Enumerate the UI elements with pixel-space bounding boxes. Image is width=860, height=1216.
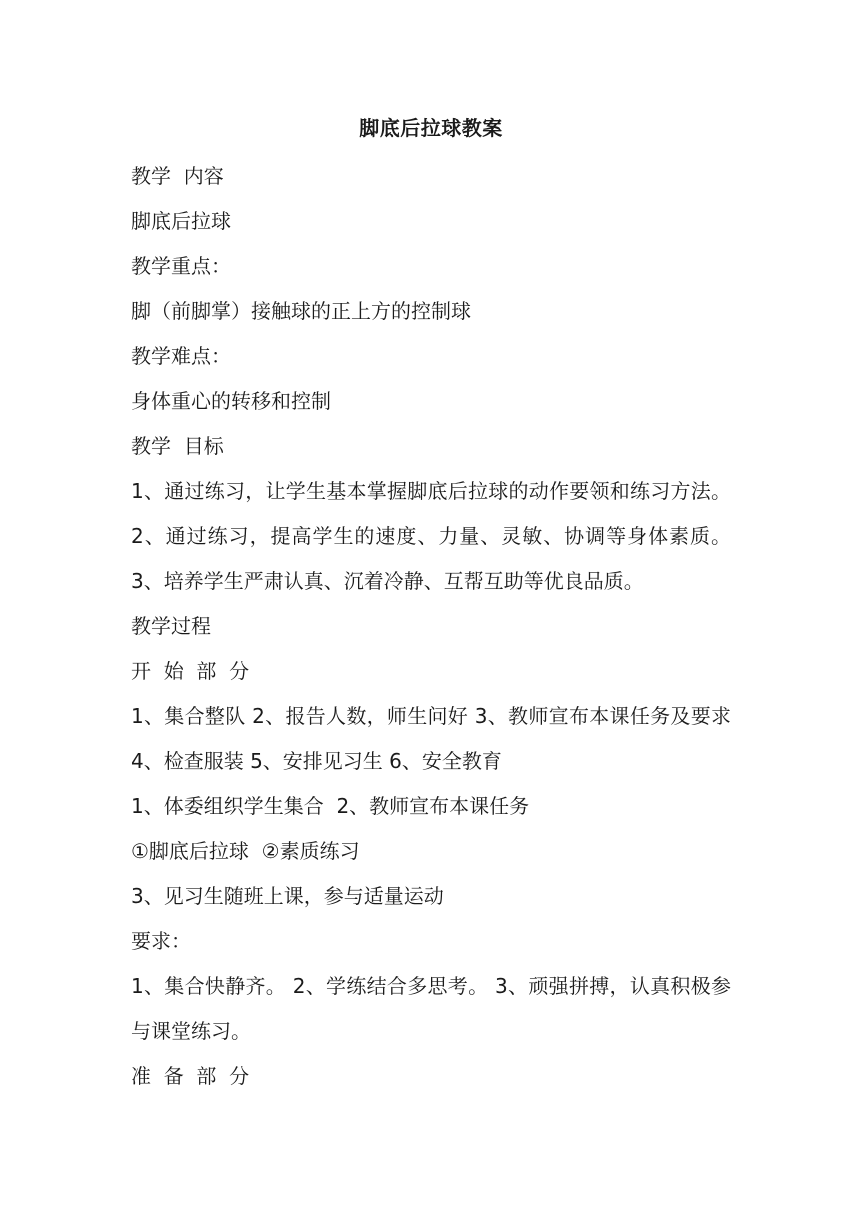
text-teaching-content: 脚底后拉球 [131,209,231,233]
heading-prep-section: 准 备 部 分 [131,1064,250,1088]
document-title: 脚底后拉球教案 [359,116,503,140]
text-observers: 3、见习生随班上课，参与适量运动 [131,884,444,908]
heading-process: 教学过程 [131,614,211,638]
heading-requirements: 要求： [131,929,191,953]
text-tasks: ①脚底后拉球 ②素质练习 [131,839,360,863]
heading-objectives: 教学 目标 [131,434,224,458]
text-start-steps: 1、集合整队 2、报告人数，师生问好 3、教师宣布本课任务及要求 4、检查服装 5、安排见习生 6、安全教育 [131,704,731,773]
heading-teaching-content: 教学 内容 [131,164,224,188]
heading-start-section: 开 始 部 分 [131,659,250,683]
heading-key-points: 教学重点： [131,254,231,278]
text-objectives: 1、通过练习，让学生基本掌握脚底后拉球的动作要领和练习方法。 2、通过练习，提高学生的速度、力量、灵敏、协调等身体素质。 3、培养学生严肃认真、沉着冷静、互帮互助等优良品质。 [131,479,731,593]
text-difficulties: 身体重心的转移和控制 [131,389,331,413]
text-key-points: 脚（前脚掌）接触球的正上方的控制球 [131,299,471,323]
text-assembly: 1、体委组织学生集合 2、教师宣布本课任务 [131,794,530,818]
text-requirements: 1、集合快静齐。 2、学练结合多思考。 3、顽强拼搏，认真积极参与课堂练习。 [131,974,731,1043]
heading-difficulties: 教学难点： [131,344,231,368]
